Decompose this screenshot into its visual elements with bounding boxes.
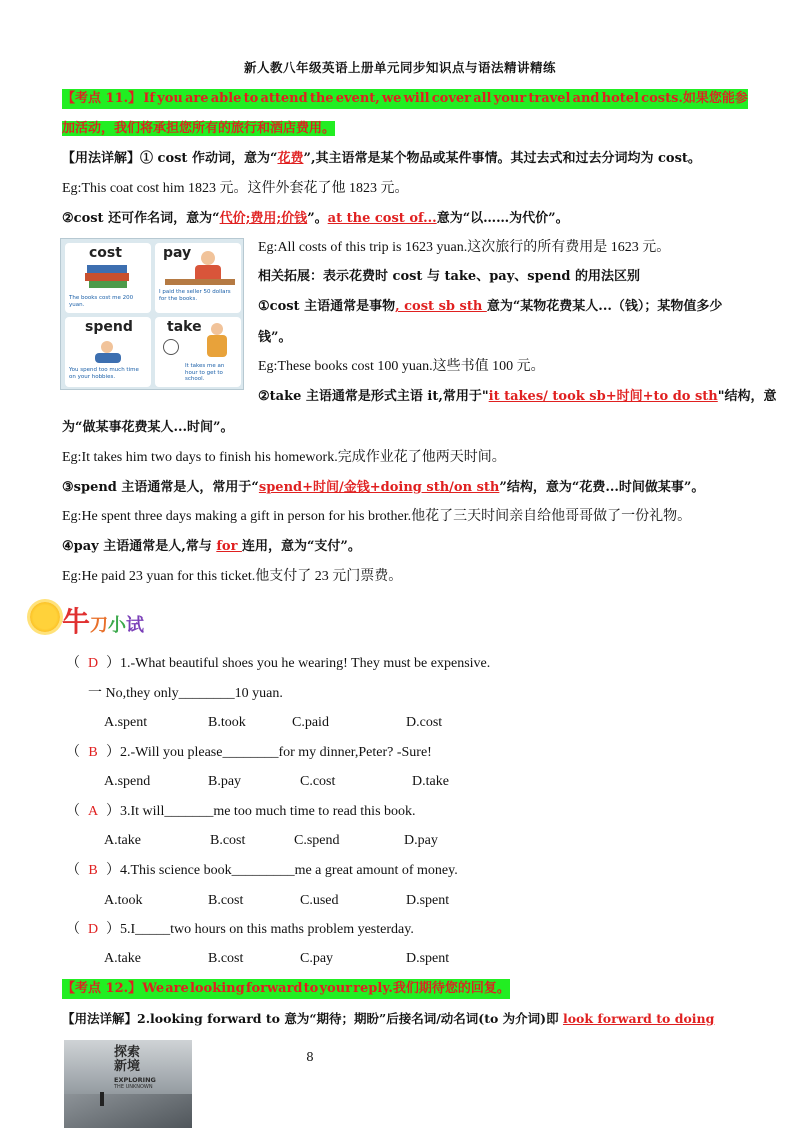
usage-3 bbox=[62, 1009, 714, 1029]
answer-2: B bbox=[88, 745, 98, 760]
page-number: 8 bbox=[306, 1050, 314, 1064]
w16: costs.如果您能参 bbox=[641, 91, 748, 106]
spend-caption: You spend too much time on your hobbies. bbox=[69, 367, 139, 380]
sun-icon bbox=[30, 602, 60, 632]
option-d: D.take bbox=[412, 774, 449, 789]
photo-en-2: THE UNKNOWN bbox=[114, 1084, 153, 1090]
photo-title-1: 探索 bbox=[114, 1045, 141, 1060]
option-a: A.spend bbox=[104, 774, 151, 789]
w11: all bbox=[473, 91, 492, 106]
paren-close: ） bbox=[106, 922, 120, 937]
option-d: D.cost bbox=[406, 715, 443, 730]
paren-close: ） bbox=[106, 863, 120, 878]
extension-1-suffix: 意为“某物花费某人...（钱）；某物值多少 bbox=[486, 299, 723, 314]
usage-2-mid: ”。 bbox=[307, 211, 328, 226]
counter-icon bbox=[165, 279, 235, 285]
extension-heading: 相关拓展：表示花费时 cost 与 take、pay、spend 的用法区别 bbox=[258, 269, 641, 284]
question-2-stem: 2.-Will you please________for my dinner,Peter? -Sure! bbox=[120, 745, 432, 760]
w9: will bbox=[403, 91, 430, 106]
exploring-photo bbox=[64, 1040, 192, 1128]
spend-word: spend bbox=[85, 319, 133, 335]
option-a: A.took bbox=[104, 893, 143, 908]
w6: the bbox=[309, 91, 334, 106]
logo-char-1: 牛 bbox=[62, 605, 91, 638]
pay-caption: I paid the seller 50 dollars for the books. bbox=[159, 289, 231, 302]
w13: travel bbox=[528, 91, 571, 106]
extension-1 bbox=[258, 297, 722, 317]
question-3 bbox=[66, 802, 416, 822]
w6: reply.我们期待您的回复。 bbox=[353, 981, 510, 996]
extension-2-key: it takes/ took sb+时间+to do sth bbox=[488, 389, 718, 404]
usage-2 bbox=[62, 209, 569, 229]
mountain-icon bbox=[64, 1094, 192, 1128]
w2: looking bbox=[189, 981, 245, 996]
example-3: Eg:These books cost 100 yuan.这些书值 100 元。 bbox=[258, 359, 545, 374]
paren-open: （ bbox=[66, 745, 80, 760]
usage-1-suffix: ”,其主语常是某个物品或某件事情。其过去式和过去分词均为 cost。 bbox=[303, 151, 701, 166]
extension-3-key: spend+时间/金钱+doing sth/on sth bbox=[258, 480, 500, 495]
paren-open: （ bbox=[66, 804, 80, 819]
paren-open: （ bbox=[66, 656, 80, 671]
clock-icon bbox=[163, 339, 179, 355]
example-5: Eg:He spent three days making a gift in person for his brother.他花了三天时间亲自给他哥哥做了一份礼物。 bbox=[62, 509, 692, 524]
option-b: B.cost bbox=[208, 951, 244, 966]
example-4: Eg:It takes him two days to finish his homework.完成作业花了他两天时间。 bbox=[62, 450, 506, 465]
answer-1: D bbox=[87, 656, 99, 671]
logo-char-3: 小 bbox=[108, 615, 127, 636]
option-b: B.took bbox=[208, 715, 246, 730]
point-12-tag: 【考点 12.】 bbox=[62, 981, 142, 996]
usage-1-prefix: 【用法详解】① cost 作动词，意为“ bbox=[62, 151, 278, 166]
w0: If bbox=[143, 91, 155, 106]
take-word: take bbox=[167, 319, 202, 335]
question-3-stem: 3.It will_______me too much time to read this book. bbox=[120, 804, 416, 819]
student-head-icon bbox=[211, 323, 223, 335]
question-1-stem: 1.-What beautiful shoes you he wearing! They must be expensive. bbox=[120, 656, 491, 671]
w1: you bbox=[157, 91, 183, 106]
usage-3-prefix: 【用法详解】2.looking forward to 意为“期待；期盼”后接名词/动名词(to 为介词)即 bbox=[62, 1011, 563, 1026]
extension-4 bbox=[62, 537, 361, 557]
photo-title-2: 新境 bbox=[114, 1059, 141, 1074]
w10: cover bbox=[431, 91, 472, 106]
w4: to bbox=[243, 91, 259, 106]
question-1-stem-2: 一 No,they only________10 yuan. bbox=[88, 686, 283, 701]
w4: to bbox=[303, 981, 319, 996]
pay-word: pay bbox=[163, 245, 192, 261]
cost-word: cost bbox=[89, 245, 122, 261]
paren-close: ） bbox=[106, 804, 120, 819]
w5: attend bbox=[260, 91, 308, 106]
extension-2-suffix: "结构，意 bbox=[717, 389, 777, 404]
w3: forward bbox=[245, 981, 303, 996]
extension-1-cont: 钱”。 bbox=[258, 330, 292, 345]
question-4 bbox=[66, 861, 458, 881]
question-5-stem: 5.I_____two hours on this maths problem yesterday. bbox=[120, 922, 414, 937]
page-header: 新人教八年级英语上册单元同步知识点与语法精讲精练 bbox=[243, 60, 556, 75]
w8: we bbox=[381, 91, 402, 106]
w12: your bbox=[493, 91, 527, 106]
option-c: C.cost bbox=[300, 774, 336, 789]
option-d: D.spent bbox=[406, 893, 450, 908]
paren-open: （ bbox=[66, 922, 80, 937]
extension-4-key: for bbox=[216, 539, 242, 554]
books-icon-3 bbox=[89, 281, 127, 288]
take-caption: It takes me an hour to get to school. bbox=[185, 363, 225, 382]
spend-panel bbox=[65, 317, 151, 387]
cost-panel bbox=[65, 243, 151, 313]
w0: We bbox=[142, 981, 165, 996]
point-12-line bbox=[62, 979, 510, 999]
seller-head-icon bbox=[201, 251, 215, 265]
take-panel bbox=[155, 317, 241, 387]
paren-close: ） bbox=[106, 656, 120, 671]
answer-3: A bbox=[87, 804, 99, 819]
w15: hotel bbox=[601, 91, 640, 106]
paren-close: ） bbox=[106, 745, 120, 760]
answer-4: B bbox=[88, 863, 98, 878]
option-b: B.cost bbox=[208, 893, 244, 908]
question-2 bbox=[66, 743, 432, 763]
extension-4-prefix: ④pay 主语通常是人,常与 bbox=[62, 539, 217, 554]
example-6: Eg:He paid 23 yuan for this ticket.他支付了 23 元门票费。 bbox=[62, 569, 403, 584]
paren-open: （ bbox=[66, 863, 80, 878]
usage-2-prefix: ②cost 还可作名词，意为“ bbox=[62, 211, 220, 226]
books-icon-2 bbox=[85, 273, 129, 281]
w7: event, bbox=[335, 91, 380, 106]
cost-pay-spend-take-illustration bbox=[60, 238, 244, 390]
point-11-tag: 【考点 11.】 bbox=[62, 91, 142, 106]
w14: and bbox=[572, 91, 600, 106]
option-d: D.pay bbox=[404, 833, 438, 848]
extension-3-prefix: ③spend 主语通常是人，常用于“ bbox=[62, 480, 259, 495]
logo-char-4: 试 bbox=[126, 615, 145, 636]
option-c: C.used bbox=[300, 893, 339, 908]
extension-3-suffix: ”结构，意为“花费...时间做某事”。 bbox=[499, 480, 705, 495]
usage-2-key2: at the cost of... bbox=[327, 211, 437, 226]
w5: your bbox=[319, 981, 353, 996]
w3: able bbox=[210, 91, 242, 106]
extension-2 bbox=[258, 387, 777, 407]
point-11-line bbox=[62, 89, 748, 109]
w2: are bbox=[185, 91, 209, 106]
option-a: A.take bbox=[104, 951, 141, 966]
extension-2-prefix: ②take 主语通常是形式主语 it,常用于" bbox=[258, 389, 489, 404]
photo-en-1: EXPLORING bbox=[114, 1076, 156, 1084]
boy-head-icon bbox=[101, 341, 113, 353]
usage-2-key: 代价;费用;价钱 bbox=[219, 211, 308, 226]
point-11-cont-text: 加活动，我们将承担您所有的旅行和酒店费用。 bbox=[62, 121, 336, 136]
logo-char-2: 刀 bbox=[90, 615, 109, 636]
example-2: Eg:All costs of this trip is 1623 yuan.这次旅行的所有费用是 1623 元。 bbox=[258, 240, 671, 255]
option-a: A.take bbox=[104, 833, 141, 848]
point-11-sentence bbox=[62, 89, 748, 109]
practice-logo bbox=[62, 600, 144, 640]
point-11-cont bbox=[62, 119, 335, 139]
option-b: B.cost bbox=[210, 833, 246, 848]
option-d: D.spent bbox=[406, 951, 450, 966]
extension-1-prefix: ①cost 主语通常是事物 bbox=[258, 299, 396, 314]
question-5 bbox=[66, 920, 414, 940]
usage-3-key: look forward to doing bbox=[562, 1011, 715, 1026]
hiker-icon bbox=[100, 1092, 104, 1106]
question-1 bbox=[66, 654, 490, 674]
option-b: B.pay bbox=[208, 774, 242, 789]
option-c: C.paid bbox=[292, 715, 329, 730]
extension-4-suffix: 连用，意为“支付”。 bbox=[241, 539, 361, 554]
extension-2-cont: 为“做某事花费某人...时间”。 bbox=[62, 420, 234, 435]
extension-3 bbox=[62, 478, 704, 498]
w1: are bbox=[165, 981, 189, 996]
usage-2-suffix: 意为“以……为代价”。 bbox=[436, 211, 569, 226]
option-c: C.spend bbox=[294, 833, 340, 848]
student-body-icon bbox=[207, 335, 227, 357]
usage-1 bbox=[62, 149, 701, 169]
point-12-sentence bbox=[62, 979, 510, 999]
boy-body-icon bbox=[95, 353, 121, 363]
option-c: C.pay bbox=[300, 951, 334, 966]
question-4-stem: 4.This science book_________me a great amount of money. bbox=[120, 863, 458, 878]
books-icon bbox=[87, 265, 127, 273]
option-a: A.spent bbox=[104, 715, 148, 730]
usage-1-key: 花费 bbox=[277, 151, 304, 166]
cost-caption: The books cost me 200 yuan. bbox=[69, 295, 134, 308]
pay-panel bbox=[155, 243, 241, 313]
extension-1-key: , cost sb sth bbox=[395, 299, 487, 314]
answer-5: D bbox=[87, 922, 99, 937]
example-1: Eg:This coat cost him 1823 元。这件外套花了他 1823 元。 bbox=[62, 181, 409, 196]
